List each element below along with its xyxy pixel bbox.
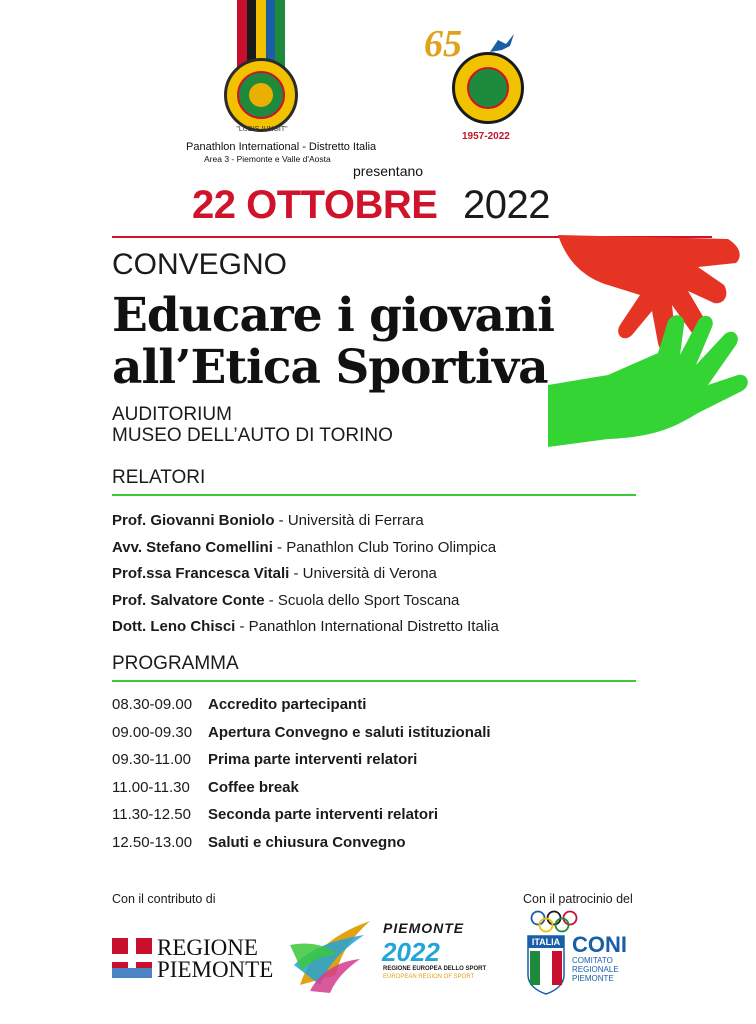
program-time: 09.30-11.00 — [112, 751, 191, 768]
regione-line1: REGIONE — [157, 935, 258, 960]
program-time: 09.00-09.30 — [112, 723, 193, 741]
program-activity: Seconda parte interventi relatori — [208, 806, 439, 823]
speaker-affiliation: - Scuola dello Sport Toscana — [264, 591, 460, 609]
speaker-name: Avv. Stefano Comellini — [112, 538, 273, 556]
event-title — [112, 290, 554, 394]
speaker-affiliation: - Università di Ferrara — [274, 512, 424, 529]
speaker-name: Prof.ssa Francesca Vitali — [112, 565, 290, 582]
regione-piemonte-logo — [157, 937, 273, 981]
program-activity: Apertura Convegno e saluti istituzionali — [208, 723, 491, 741]
program-activity: Prima parte interventi relatori — [208, 751, 418, 768]
venue-line1: AUDITORIUM — [112, 404, 232, 425]
contributo-label: Con il contributo di — [112, 892, 216, 906]
speaker-name: Prof. Salvatore Conte — [112, 591, 265, 609]
program-activity: Accredito partecipanti — [208, 696, 367, 713]
speaker-affiliation: - Panathlon Club Torino Olimpica — [272, 538, 497, 556]
speaker-name: Dott. Leno Chisci — [112, 618, 236, 635]
piemonte-2022-mark-icon — [290, 915, 380, 995]
program-item — [112, 746, 491, 774]
speaker-item — [112, 535, 499, 562]
panathlon-club-torino-logo — [452, 52, 524, 124]
anniversary-years: 1957-2022 — [462, 131, 510, 142]
presentano-label: presentano — [353, 163, 424, 179]
coni-subtitle — [572, 956, 619, 983]
programma-heading: PROGRAMMA — [112, 653, 239, 674]
program-list — [112, 691, 491, 856]
coni-sub-line3: PIEMONTE — [572, 974, 614, 983]
anniversary-number: 65 — [424, 23, 462, 65]
program-item — [112, 691, 491, 719]
program-item — [112, 719, 491, 747]
event-title-line1: Educare i giovani — [112, 288, 555, 343]
regione-piemonte-flag-icon — [112, 938, 152, 978]
coni-logo-text: CONI — [572, 932, 627, 957]
olympic-rings-icon — [530, 910, 580, 934]
piemonte-2022-sub1: REGIONE EUROPEA DELLO SPORT — [383, 966, 487, 972]
coni-sub-line1: COMITATO — [572, 956, 613, 965]
regione-line2: PIEMONTE — [157, 957, 274, 982]
hands-illustration — [548, 225, 756, 455]
venue-line2: MUSEO DELL’AUTO DI TORINO — [112, 425, 393, 446]
program-item — [112, 829, 491, 857]
speaker-item — [112, 614, 499, 641]
program-time: 08.30-09.00 — [112, 696, 193, 713]
speaker-item — [112, 588, 499, 615]
speaker-item — [112, 561, 499, 588]
program-time: 11.30-12.50 — [112, 806, 191, 823]
divider-green — [112, 680, 636, 682]
program-activity: Saluti e chiusura Convegno — [208, 833, 406, 851]
org-name: Panathlon International - Distretto Italia — [186, 141, 377, 153]
divider-green — [112, 494, 636, 496]
speaker-affiliation: - Università di Verona — [289, 565, 437, 582]
patrocinio-label: Con il patrocinio del — [523, 892, 633, 906]
program-item — [112, 801, 491, 829]
event-venue — [112, 404, 393, 446]
coni-italia-label: ITALIA — [528, 936, 564, 948]
coni-sub-line2: REGIONALE — [572, 965, 619, 974]
program-activity: Coffee break — [208, 778, 299, 796]
program-time: 11.00-11.30 — [112, 778, 190, 796]
event-year: 2022 — [463, 183, 550, 227]
event-title-line2: all’Etica Sportiva — [112, 340, 548, 395]
speaker-affiliation: - Panathlon International Distretto Italia — [235, 618, 499, 635]
piemonte-2022-year: 2022 — [382, 937, 440, 967]
org-area: Area 3 - Piemonte e Valle d'Aosta — [204, 154, 331, 164]
event-date: 22 OTTOBRE — [192, 183, 438, 227]
speakers-list — [112, 508, 499, 641]
org-motto: "LUDIS IUNGIT" — [236, 126, 288, 133]
program-time: 12.50-13.00 — [112, 833, 193, 851]
piemonte-2022-title: PIEMONTE — [383, 920, 465, 936]
speaker-name: Prof. Giovanni Boniolo — [112, 512, 275, 529]
panathlon-district-logo — [224, 58, 298, 132]
speaker-item — [112, 508, 499, 535]
relatori-heading: RELATORI — [112, 467, 206, 488]
piemonte-2022-sub2: EUROPEAN REGION OF SPORT — [383, 974, 475, 980]
program-item — [112, 774, 491, 802]
event-type: CONVEGNO — [112, 248, 288, 281]
